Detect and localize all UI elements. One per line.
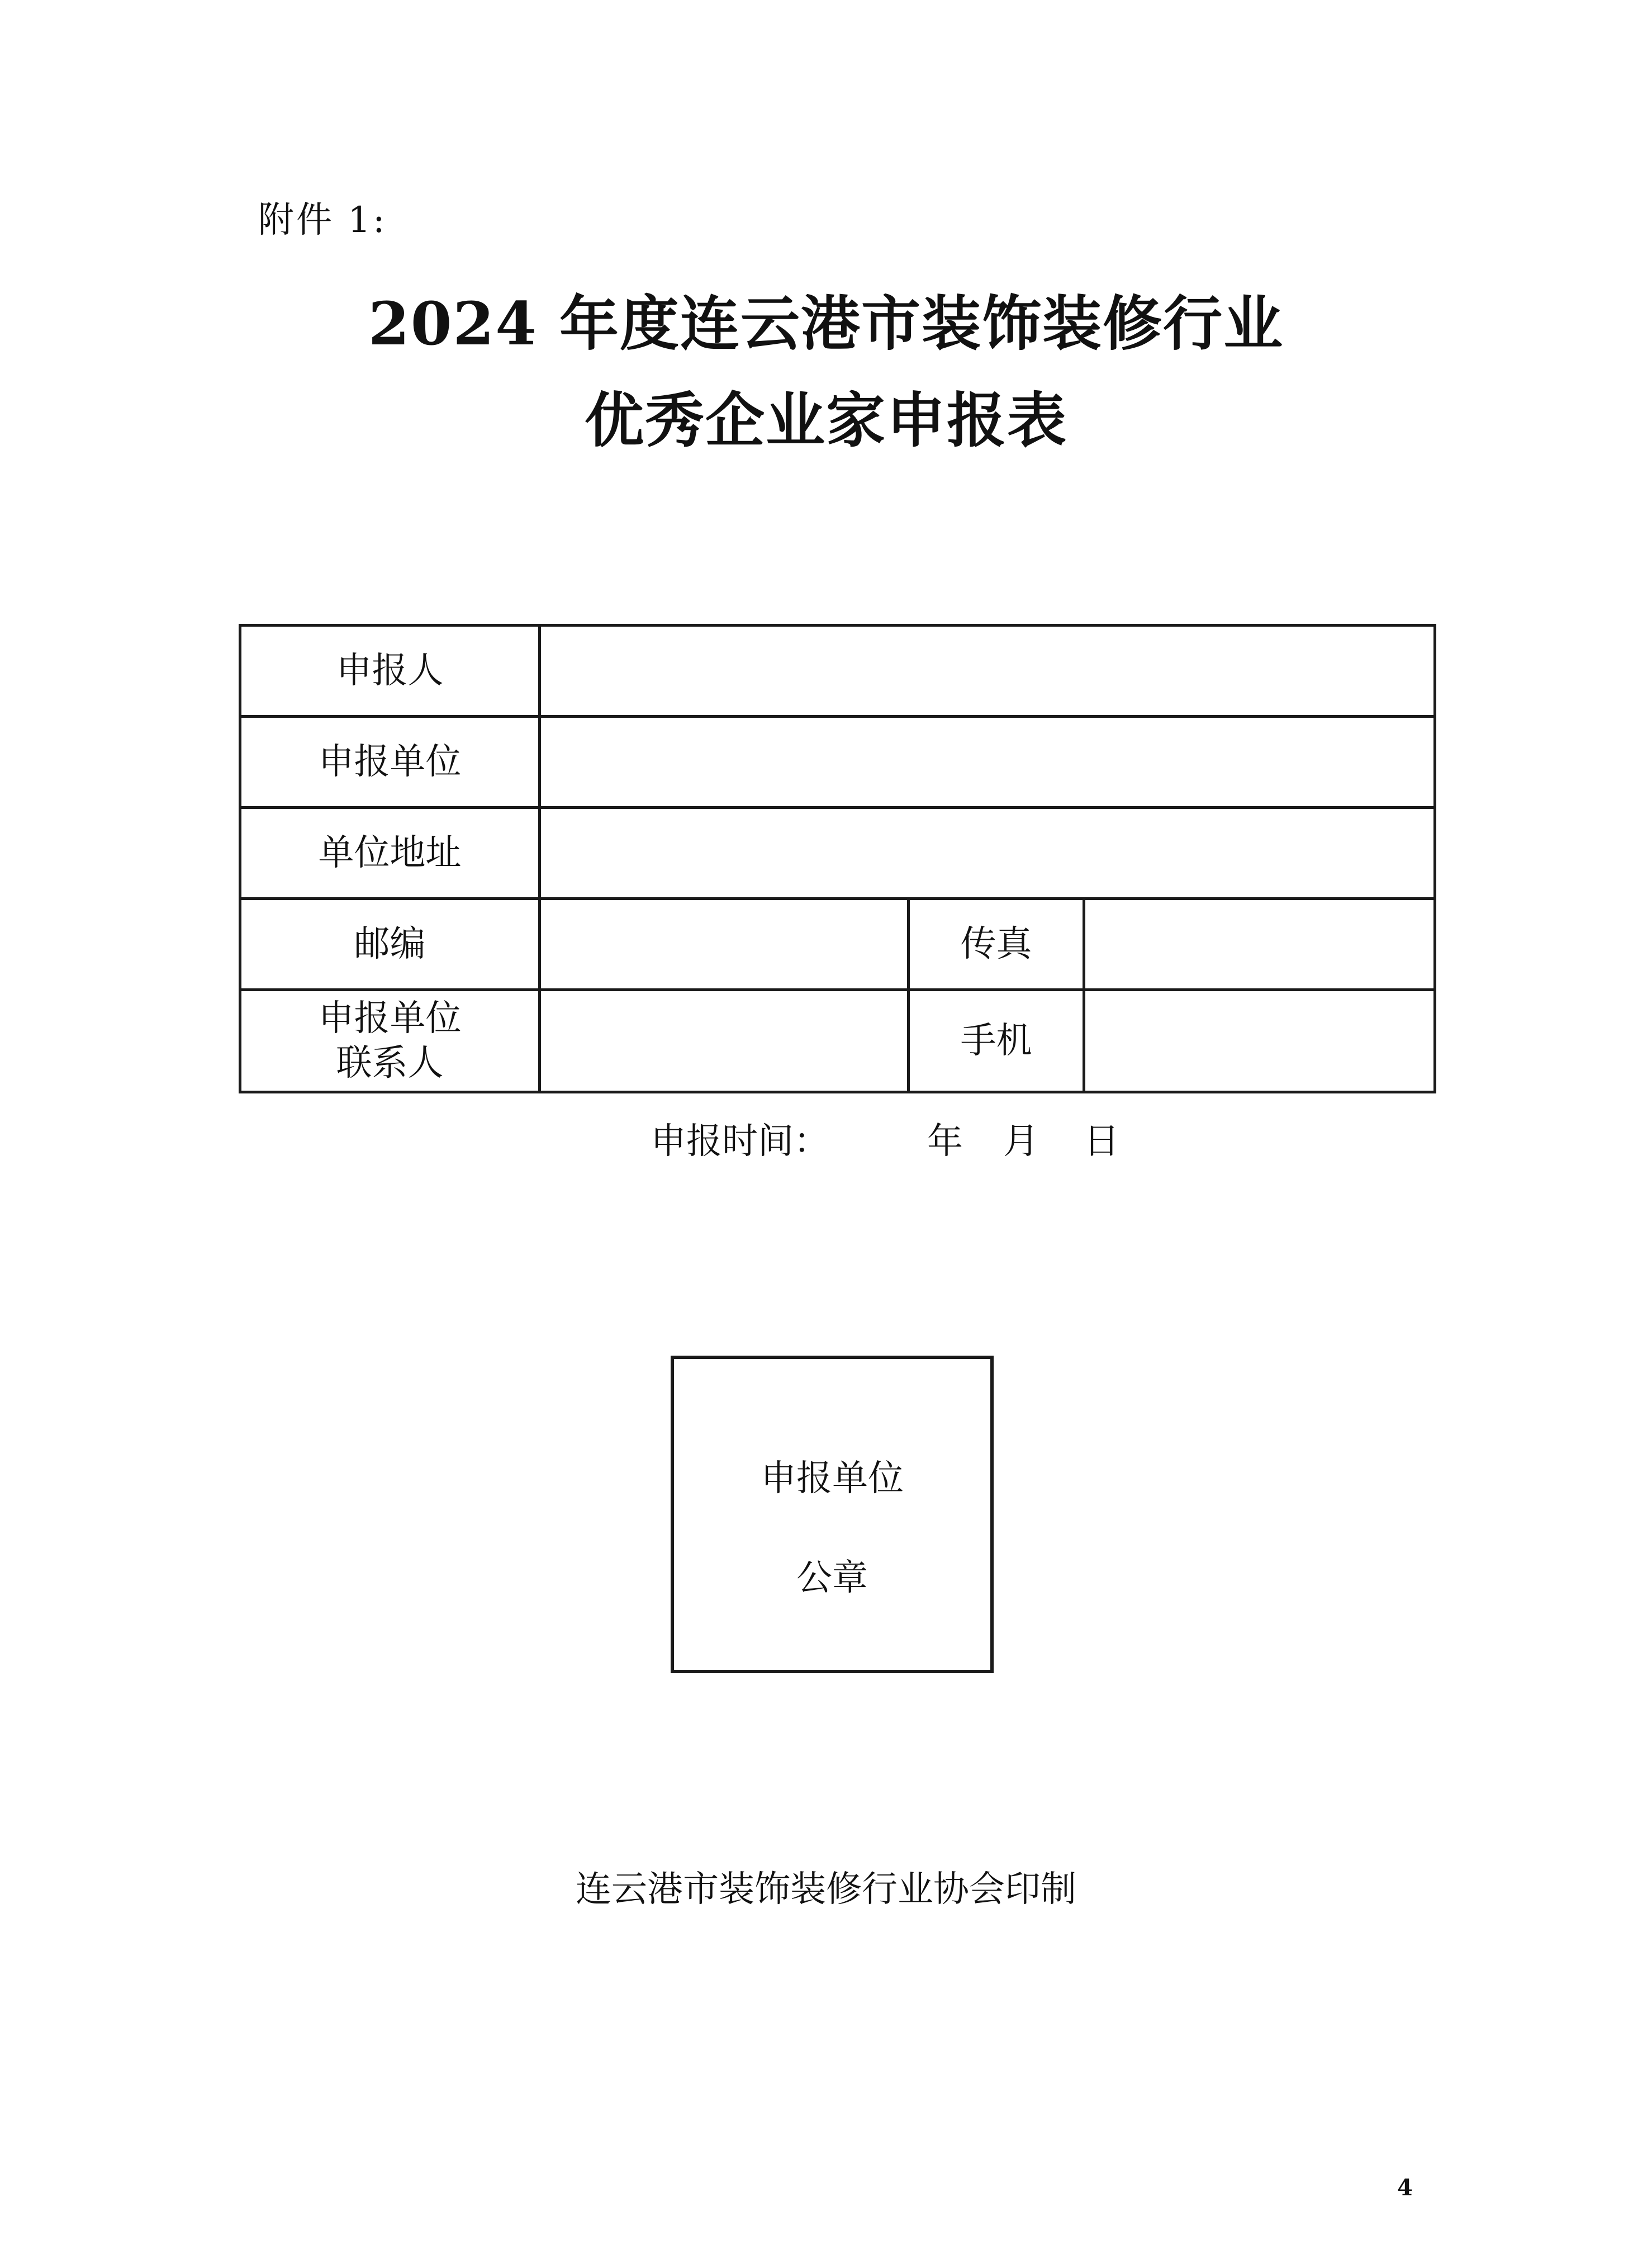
report-time (651, 1112, 1119, 1164)
footer-printer: 连云港市装饰装修行业协会印制 (576, 1869, 1076, 1910)
applicant-field[interactable] (540, 626, 1435, 717)
page-number: 4 (1397, 2175, 1413, 2201)
contact-mobile-row (240, 990, 1435, 1092)
seal-box (671, 1356, 994, 1673)
mobile-field[interactable] (1084, 990, 1435, 1092)
postcode-field[interactable] (540, 899, 909, 990)
contact-field[interactable] (540, 990, 909, 1092)
attachment-label: 附件 1: (258, 200, 387, 241)
unit-field[interactable] (540, 717, 1435, 808)
applicant-label: 申报人 (240, 626, 540, 717)
postcode-label: 邮编 (240, 899, 540, 990)
address-label: 单位地址 (240, 808, 540, 899)
unit-row (240, 717, 1435, 808)
report-time-year: 年 (927, 1121, 963, 1162)
address-field[interactable] (540, 808, 1435, 899)
applicant-row (240, 626, 1435, 717)
report-time-month: 月 (1003, 1121, 1039, 1162)
report-time-day: 日 (1084, 1121, 1119, 1162)
contact-label (240, 990, 540, 1092)
contact-label-line1: 申报单位 (318, 998, 462, 1039)
report-time-label: 申报时间： (651, 1121, 829, 1162)
unit-label: 申报单位 (240, 717, 540, 808)
contact-label-line2: 联系人 (336, 1043, 444, 1084)
fax-field[interactable] (1084, 899, 1435, 990)
postcode-fax-row (240, 899, 1435, 990)
page-title-line1: 2024 年度连云港市装饰装修行业 (368, 288, 1284, 358)
mobile-label: 手机 (909, 990, 1084, 1092)
seal-box-stamp-label: 公章 (796, 1557, 868, 1599)
fax-label: 传真 (909, 899, 1084, 990)
seal-box-unit-label: 申报单位 (761, 1458, 904, 1499)
application-form-table (239, 624, 1436, 1093)
address-row (240, 808, 1435, 899)
page-title-line2: 优秀企业家申报表 (585, 385, 1067, 455)
